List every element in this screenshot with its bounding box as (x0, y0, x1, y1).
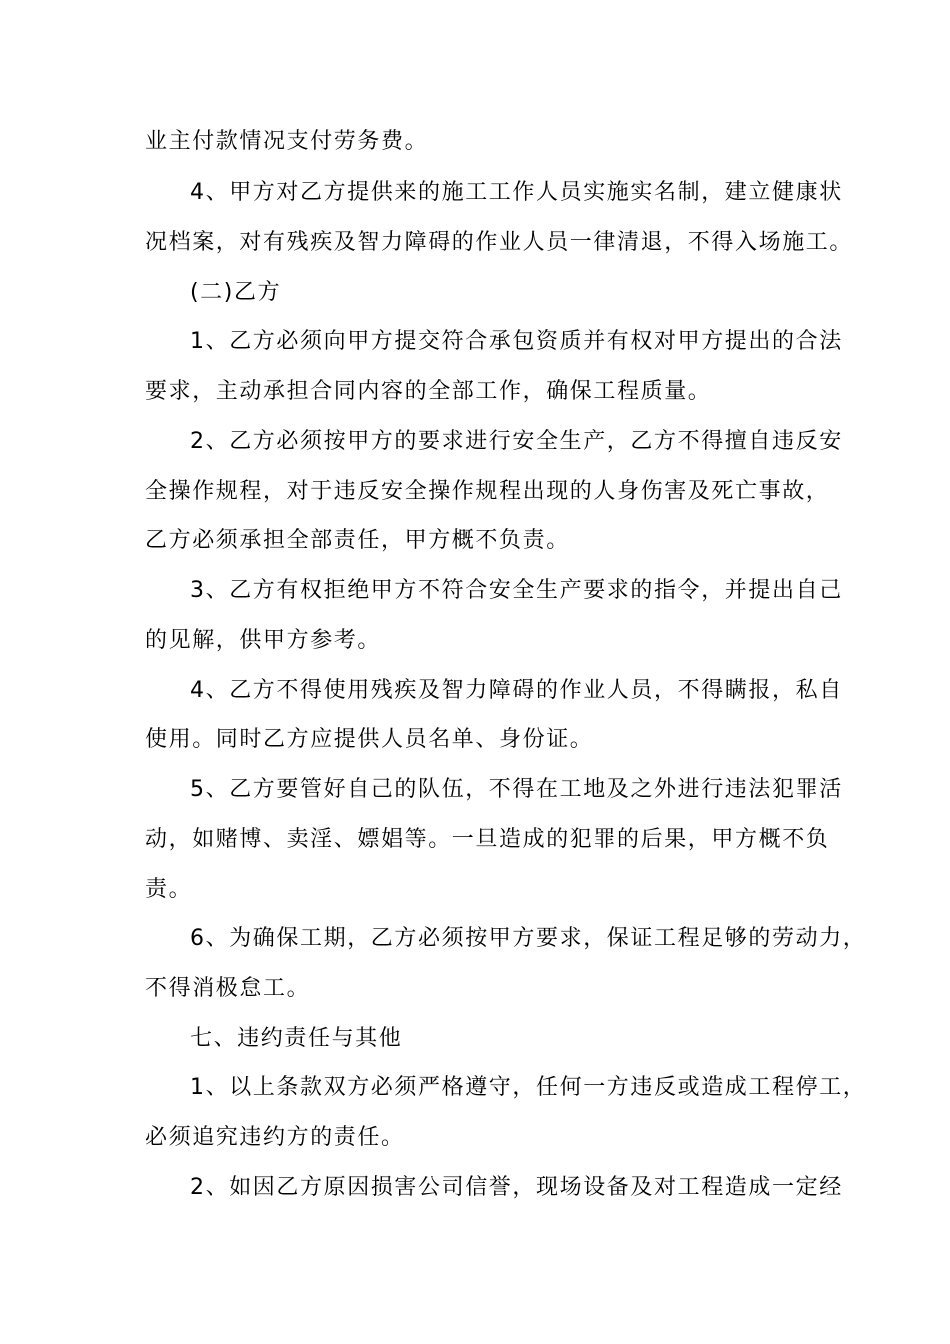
text-line: 不得消极怠工。 (145, 976, 311, 1001)
text-line: 动，如赌博、卖淫、嫖娼等。一旦造成的犯罪的后果，甲方概不负 (145, 827, 830, 852)
text-line: 况档案，对有残疾及智力障碍的作业人员一律清退，不得入场施工。 (145, 230, 854, 255)
text-line: 2、乙方必须按甲方的要求进行安全生产，乙方不得擅自违反安 (190, 429, 843, 454)
section-heading: 七、违约责任与其他 (190, 1026, 403, 1051)
text-line: 责。 (145, 877, 193, 902)
text-line: 5、乙方要管好自己的队伍，不得在工地及之外进行违法犯罪活 (190, 777, 843, 802)
text-line: 必须追究违约方的责任。 (145, 1125, 405, 1150)
text-line: 全操作规程，对于违反安全操作规程出现的人身伤害及死亡事故， (145, 479, 830, 504)
text-line: 1、以上条款双方必须严格遵守，任何一方违反或造成工程停工， (190, 1075, 867, 1100)
text-line: 6、为确保工期，乙方必须按甲方要求，保证工程足够的劳动力， (190, 926, 867, 951)
text-line: 要求，主动承担合同内容的全部工作，确保工程质量。 (145, 379, 712, 404)
text-line: 的见解，供甲方参考。 (145, 628, 382, 653)
text-line: 3、乙方有权拒绝甲方不符合安全生产要求的指令，并提出自己 (190, 578, 843, 603)
text-line: 使用。同时乙方应提供人员名单、身份证。 (145, 727, 594, 752)
text-line: 4、乙方不得使用残疾及智力障碍的作业人员，不得瞒报，私自 (190, 678, 843, 703)
text-line: 4、甲方对乙方提供来的施工工作人员实施实名制，建立健康状 (190, 180, 843, 205)
text-line: 2、如因乙方原因损害公司信誉，现场设备及对工程造成一定经 (190, 1175, 843, 1200)
text-line: 乙方必须承担全部责任，甲方概不负责。 (145, 528, 570, 553)
text-line: 1、乙方必须向甲方提交符合承包资质并有权对甲方提出的合法 (190, 329, 843, 354)
section-heading: (二)乙方 (190, 280, 282, 305)
text-line: 业主付款情况支付劳务费。 (145, 129, 429, 154)
